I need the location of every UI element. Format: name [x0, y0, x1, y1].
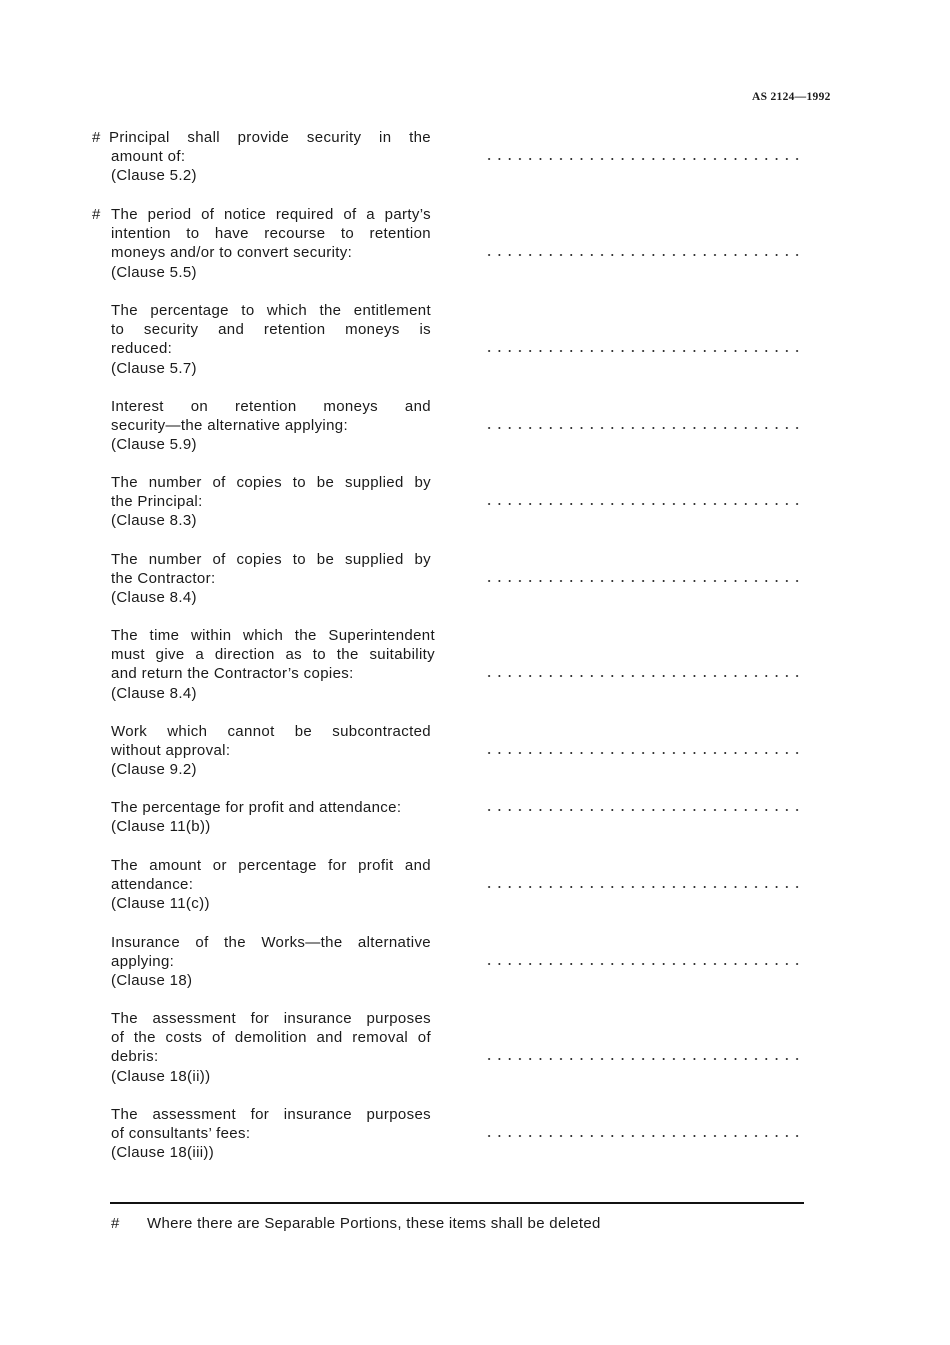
entry-clause: (Clause 8.3) [111, 512, 197, 530]
entry-line: The percentage for profit and attendance: [111, 799, 402, 816]
entry-text [111, 626, 435, 703]
answer-dotted-line[interactable] [484, 427, 802, 429]
entry-line: applying: [111, 953, 175, 971]
entry-text [109, 128, 431, 186]
answer-dotted-line[interactable] [484, 580, 802, 582]
entry-clause: (Clause 5.7) [111, 359, 197, 377]
entry-line: Work which cannot be subcontracted [111, 723, 431, 740]
entry-line: without approval: [111, 742, 231, 760]
entry-text [111, 856, 431, 914]
entry-line: The period of notice required of a party’s [111, 206, 431, 223]
entry-line: of consultants’ fees: [111, 1125, 251, 1143]
entry-text [111, 798, 431, 836]
footnote-text: Where there are Separable Portions, these items shall be deleted [147, 1215, 601, 1232]
answer-dotted-line[interactable] [484, 1058, 802, 1060]
footnote-marker: # [111, 1215, 120, 1232]
entry-text [111, 301, 431, 378]
answer-dotted-line[interactable] [484, 752, 802, 754]
entry-line: debris: [111, 1048, 159, 1066]
entry-line: must give a direction as to the suitability [111, 646, 435, 664]
entry-line: The percentage to which the entitlement [111, 302, 431, 319]
entry-line: The number of copies to be supplied by [111, 551, 431, 568]
entry-text [111, 1105, 431, 1163]
footnote-divider [110, 1202, 804, 1204]
entry-line: The time within which the Superintendent [111, 627, 435, 644]
entry-line: Interest on retention moneys and [111, 398, 431, 415]
entry-line: The number of copies to be supplied by [111, 474, 431, 491]
entry-line: Insurance of the Works—the alternative [111, 934, 431, 951]
answer-dotted-line[interactable] [484, 158, 802, 160]
entry-line: the Contractor: [111, 570, 216, 588]
entry-text [111, 1009, 431, 1086]
entry-line: security—the alternative applying: [111, 417, 349, 435]
answer-dotted-line[interactable] [484, 963, 802, 965]
entry-line: The assessment for insurance purposes [111, 1106, 431, 1123]
entry-line: to security and retention moneys is [111, 321, 431, 339]
entry-clause: (Clause 8.4) [111, 589, 197, 607]
entry-clause: (Clause 11(c)) [111, 895, 210, 913]
entry-line: amount of: [111, 148, 186, 166]
entry-line: intention to have recourse to retention [111, 225, 431, 243]
entry-text [111, 933, 431, 991]
answer-dotted-line[interactable] [484, 886, 802, 888]
entry-text [111, 722, 431, 780]
entry-clause: (Clause 18(ii)) [111, 1067, 211, 1085]
answer-dotted-line[interactable] [484, 254, 802, 256]
answer-dotted-line[interactable] [484, 809, 802, 811]
entry-line: the Principal: [111, 493, 203, 511]
entry-clause: (Clause 5.2) [111, 167, 197, 185]
entry-clause: (Clause 11(b)) [111, 818, 211, 836]
entry-line: moneys and/or to convert security: [111, 244, 353, 262]
entry-clause: (Clause 5.9) [111, 436, 197, 454]
entry-text [111, 550, 431, 608]
entry-marker: # [92, 129, 101, 146]
entry-text [111, 205, 431, 282]
entry-line: The assessment for insurance purposes [111, 1010, 431, 1027]
entry-clause: (Clause 18(iii)) [111, 1144, 215, 1162]
entry-text [111, 473, 431, 531]
answer-dotted-line[interactable] [484, 350, 802, 352]
standard-reference: AS 2124—1992 [752, 91, 831, 103]
entry-line: reduced: [111, 340, 173, 358]
entry-clause: (Clause 8.4) [111, 684, 197, 702]
entry-line: of the costs of demolition and removal of [111, 1029, 431, 1047]
answer-dotted-line[interactable] [484, 1135, 802, 1137]
entry-clause: (Clause 9.2) [111, 761, 197, 779]
entry-line: attendance: [111, 876, 194, 894]
answer-dotted-line[interactable] [484, 503, 802, 505]
entry-line: Principal shall provide security in the [109, 129, 431, 146]
entry-clause: (Clause 5.5) [111, 263, 197, 281]
answer-dotted-line[interactable] [484, 675, 802, 677]
entry-text [111, 397, 431, 455]
entry-line: The amount or percentage for profit and [111, 857, 431, 874]
entry-line: and return the Contractor’s copies: [111, 665, 354, 683]
entry-marker: # [92, 206, 101, 223]
entry-clause: (Clause 18) [111, 972, 193, 990]
